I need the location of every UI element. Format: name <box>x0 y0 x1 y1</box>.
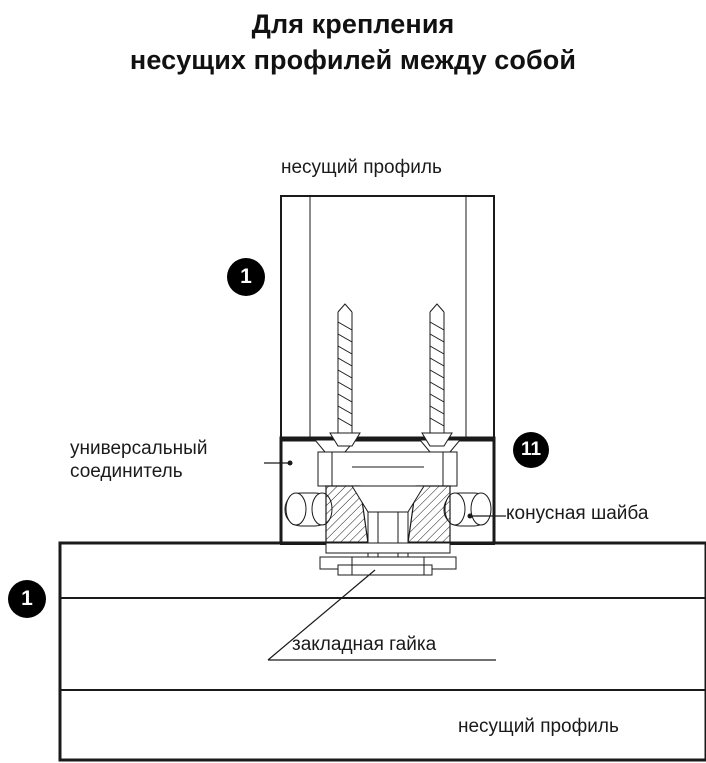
label-universal-connector-line2: соединитель <box>70 461 183 482</box>
cone-washer-left <box>285 493 332 526</box>
callout-badge-right: 11 <box>513 432 549 468</box>
callout-badge-top: 1 <box>227 258 265 296</box>
label-bottom-profile: несущий профиль <box>458 716 619 737</box>
leader-dot-universal-connector <box>288 461 293 466</box>
leader-dot-cone-washer <box>468 514 473 519</box>
label-universal-connector-line1: универсальный <box>70 438 208 459</box>
label-cone-washer: конусная шайба <box>506 503 649 524</box>
label-embedded-nut: закладная гайка <box>292 634 437 655</box>
label-top-profile: несущий профиль <box>281 157 442 178</box>
central-bolt-assembly <box>320 486 456 575</box>
title-line-2: несущих профилей между собой <box>129 45 577 75</box>
cone-washer-right <box>444 493 491 526</box>
title-line-1: Для крепления <box>251 9 455 39</box>
callout-badge-left: 1 <box>8 580 46 618</box>
label-universal-connector <box>70 437 270 483</box>
